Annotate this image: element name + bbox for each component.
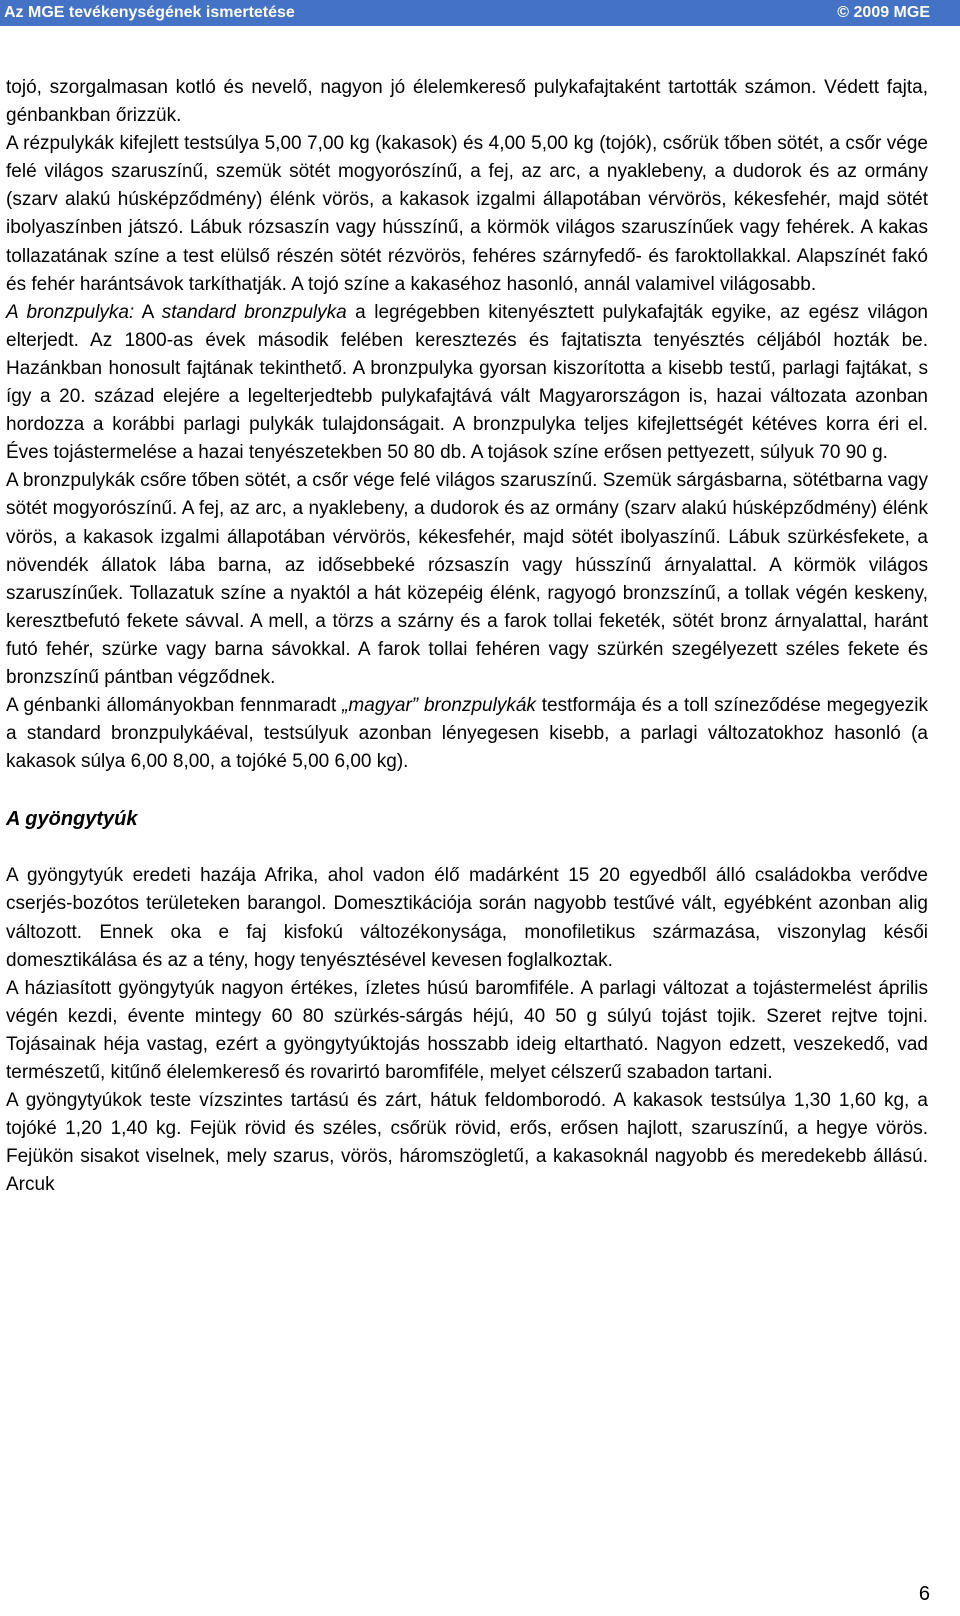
paragraph-5-part-b: testformája és a toll színeződése megegyezik a standard bronzpulykáéval, testsúlyuk azonban lényegesen kisebb, a parlagi változatokhoz hasonló (a kakasok súlya 6,00 8,00, a tojóké 5,00 6,00 kg). xyxy=(6,695,929,773)
paragraph-2: A rézpulykák kifejlett testsúlya 5,00 7,00 kg (kakasok) és 4,00 5,00 kg (tojók), csőrük tőben sötét, a csőr vége felé világos szaruszínű, szemük sötét mogyorószínű, a fej, az arc, a nyaklebeny, a dudorok és az ormány (szarv alakú húsképződmény) élénk vörös, a kakasok izgalmi állapotában vérvörös, kékesfehér, majd sötét ibolyaszínben játszó. Lábuk rózsaszín vagy hússzínű, a körmök világos szaruszínűek vagy fehérek. A kakas tollazatának színe a test elülső részén sötét rézvörös, fehéres szárnyfedő- és faroktollakkal. Alapszínét fakó és fehér harántsávok tarkíthatják. A tojó színe a kakaséhoz hasonló, annál valamivel világosabb. xyxy=(6,133,928,295)
section-heading: A gyöngytyúk xyxy=(6,808,138,831)
paragraph-4: A bronzpulykák csőre tőben sötét, a csőr vége felé világos szaruszínű. Szemük sárgásbarna, sötétbarna vagy sötét mogyorószínű. A fej, az arc, a nyaklebeny, a dudorok és az ormány (szarv alakú húsképződmény) élénk vörös, a kakasok izgalmi állapotában vérvörös, kékesfehér, majd sötét ibolyaszínű. Lábuk szürkésfekete, a növendék állatok lába barna, az idősebbeké rózsaszín vagy hússzínű árnyalattal. A körmök világos szaruszínűek. Tollazatuk színe a nyaktól a hát közepéig élénk, ragyogó bronzszínű, a tollak végén keskeny, keresztbefutó fekete sávval. A mell, a törzs a szárny és a farok tollai feketék, sötét bronz árnyalattal, haránt futó fehér, szürke vagy barna sávokkal. A farok tollai fehéren vagy szürkén szegélyezett széles fekete és bronzszínű pántban végződnek. xyxy=(6,470,929,688)
paragraph-3-italic: standard bronzpulyka xyxy=(161,301,347,323)
paragraph-3-part-b: a legrégebben kitenyésztett pulykafajták egyike, az egész világon elterjedt. Az 1800-as évek második felében keresztezés és fajtatiszta tenyésztés céljából hozták be. Hazánkban honosult fajtának tekinthető. A bronzpulyka gyorsan kiszorította a kisebb testű, parlagi fajtákat, s így a 20. század elejére a legelterjedtebb pulykafajtává vált Magyarországon is, hazai változata azonban hordozza a korábbi parlagi pulykák tulajdonságait. A bronzpulyka teljes kifejlettségét kétéves korra éri el. Éves tojástermelése a hazai tenyészetekben 50 80 db. A tojások színe erősen pettyezett, súlyuk 70 90 g. xyxy=(6,301,928,464)
paragraph-7: A háziasított gyöngytyúk nagyon értékes, ízletes húsú baromfiféle. A parlagi változat a tojástermelést április végén kezdi, évente mintegy 60 80 szürkés-sárgás héjú, 40 50 g súlyú tojást tojik. Szeret rejtve tojni. Tojásainak héja vastag, ezért a gyöngytyúktojás hosszabb ideig eltartható. Nagyon edzett, veszekedő, vad természetű, kitűnő élelemkereső és rovarirtó baromfiféle, melyet célszerű szabadon tartani. xyxy=(6,977,928,1083)
paragraph-1: tojó, szorgalmasan kotló és nevelő, nagyon jó élelemkereső pulykafajtaként tartották számon. Védett fajta, génbankban őrizzük. xyxy=(6,77,928,127)
paragraph-3-part-a: A xyxy=(134,301,162,323)
header-copyright: © 2009 MGE xyxy=(837,4,930,21)
paragraph-5 xyxy=(6,692,928,776)
paragraph-5-italic: „magyar” bronzpulykák xyxy=(342,695,536,717)
page-header xyxy=(0,0,960,26)
paragraph-5-part-a: A génbanki állományokban fennmaradt xyxy=(6,695,343,717)
spacer xyxy=(6,834,928,862)
paragraph-8: A gyöngytyúkok teste vízszintes tartású és zárt, hátuk feldomborodó. A kakasok testsúlya 1,30 1,60 kg, a tojóké 1,20 1,40 kg. Fejük rövid és széles, csőrük rövid, erős, erősen hajlott, szaruszínű, a hegye vörös. Fejükön sisakot viselnek, mely szarus, vörös, háromszögletű, a kakasoknál nagyobb és meredekebb állású. Arcuk xyxy=(6,1090,928,1196)
paragraph-6: A gyöngytyúk eredeti hazája Afrika, ahol vadon élő madárként 15 20 egyedből álló családokba verődve cserjés-bozótos területeken barangol. Domesztikációja során nagyobb testűvé vált, egyébként azonban alig változott. Ennek oka e faj kisfokú változékonysága, monofiletikus származása, viszonylag késői domesztikálása és az a tény, hogy tenyésztésével kevesen foglalkoztak. xyxy=(6,865,928,971)
spacer xyxy=(6,776,928,804)
paragraph-3 xyxy=(6,299,928,468)
paragraph-3-label: A bronzpulyka: xyxy=(6,301,135,323)
page-number: 6 xyxy=(918,1583,930,1605)
header-title: Az MGE tevékenységének ismertetése xyxy=(4,4,295,21)
document-body xyxy=(6,74,928,1199)
